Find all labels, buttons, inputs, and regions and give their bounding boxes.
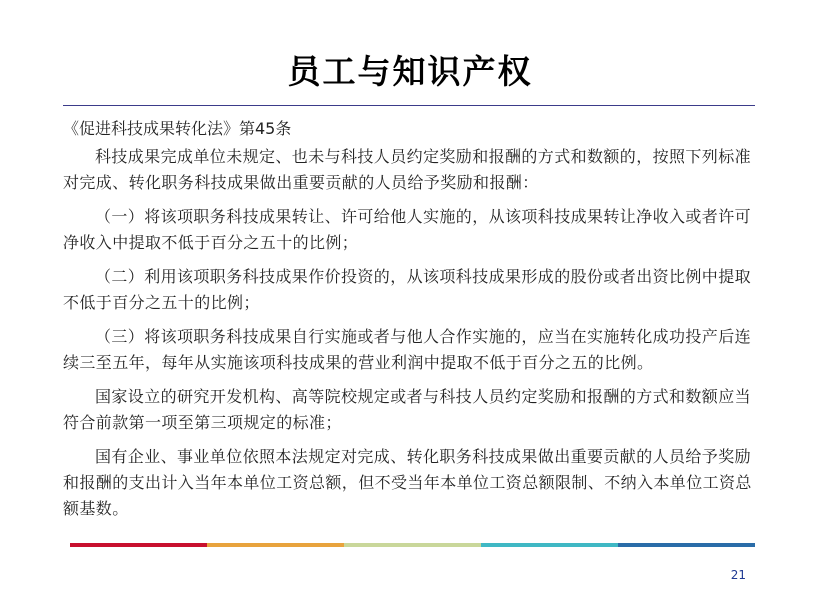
- page-number: 21: [730, 568, 746, 582]
- paragraph-item-1: （一）将该项职务科技成果转让、许可给他人实施的，从该项科技成果转让净收入或者许可净收入中提取不低于百分之五十的比例；: [63, 207, 752, 252]
- slide-body: [63, 116, 763, 530]
- paragraph-item-2: （二）利用该项职务科技成果作价投资的，从该项科技成果形成的股份或者出资比例中提取不低于百分之五十的比例；: [63, 267, 752, 312]
- footer-segment: [618, 543, 755, 547]
- paragraph-research-institutions: 国家设立的研究开发机构、高等院校规定或者与科技人员约定奖励和报酬的方式和数额应当符合前款第一项至第三项规定的标准；: [63, 387, 752, 432]
- paragraph-state-enterprises: 国有企业、事业单位依照本法规定对完成、转化职务科技成果做出重要贡献的人员给予奖励和报酬的支出计入当年本单位工资总额，但不受当年本单位工资总额限制、不纳入本单位工资总额基数。: [63, 447, 752, 518]
- footer-segment: [70, 543, 207, 547]
- footer-segment: [207, 543, 344, 547]
- law-reference: 《促进科技成果转化法》第45条: [63, 119, 292, 138]
- paragraph-intro: 科技成果完成单位未规定、也未与科技人员约定奖励和报酬的方式和数额的，按照下列标准对完成、转化职务科技成果做出重要贡献的人员给予奖励和报酬：: [63, 147, 752, 192]
- footer-segment: [344, 543, 481, 547]
- footer-segment: [481, 543, 618, 547]
- title-underline: [63, 105, 755, 106]
- slide-title: 员工与知识产权: [287, 52, 533, 91]
- paragraph-item-3: （三）将该项职务科技成果自行实施或者与他人合作实施的，应当在实施转化成功投产后连续三至五年，每年从实施该项科技成果的营业利润中提取不低于百分之五的比例。: [63, 327, 752, 372]
- footer-color-bar: [70, 543, 755, 547]
